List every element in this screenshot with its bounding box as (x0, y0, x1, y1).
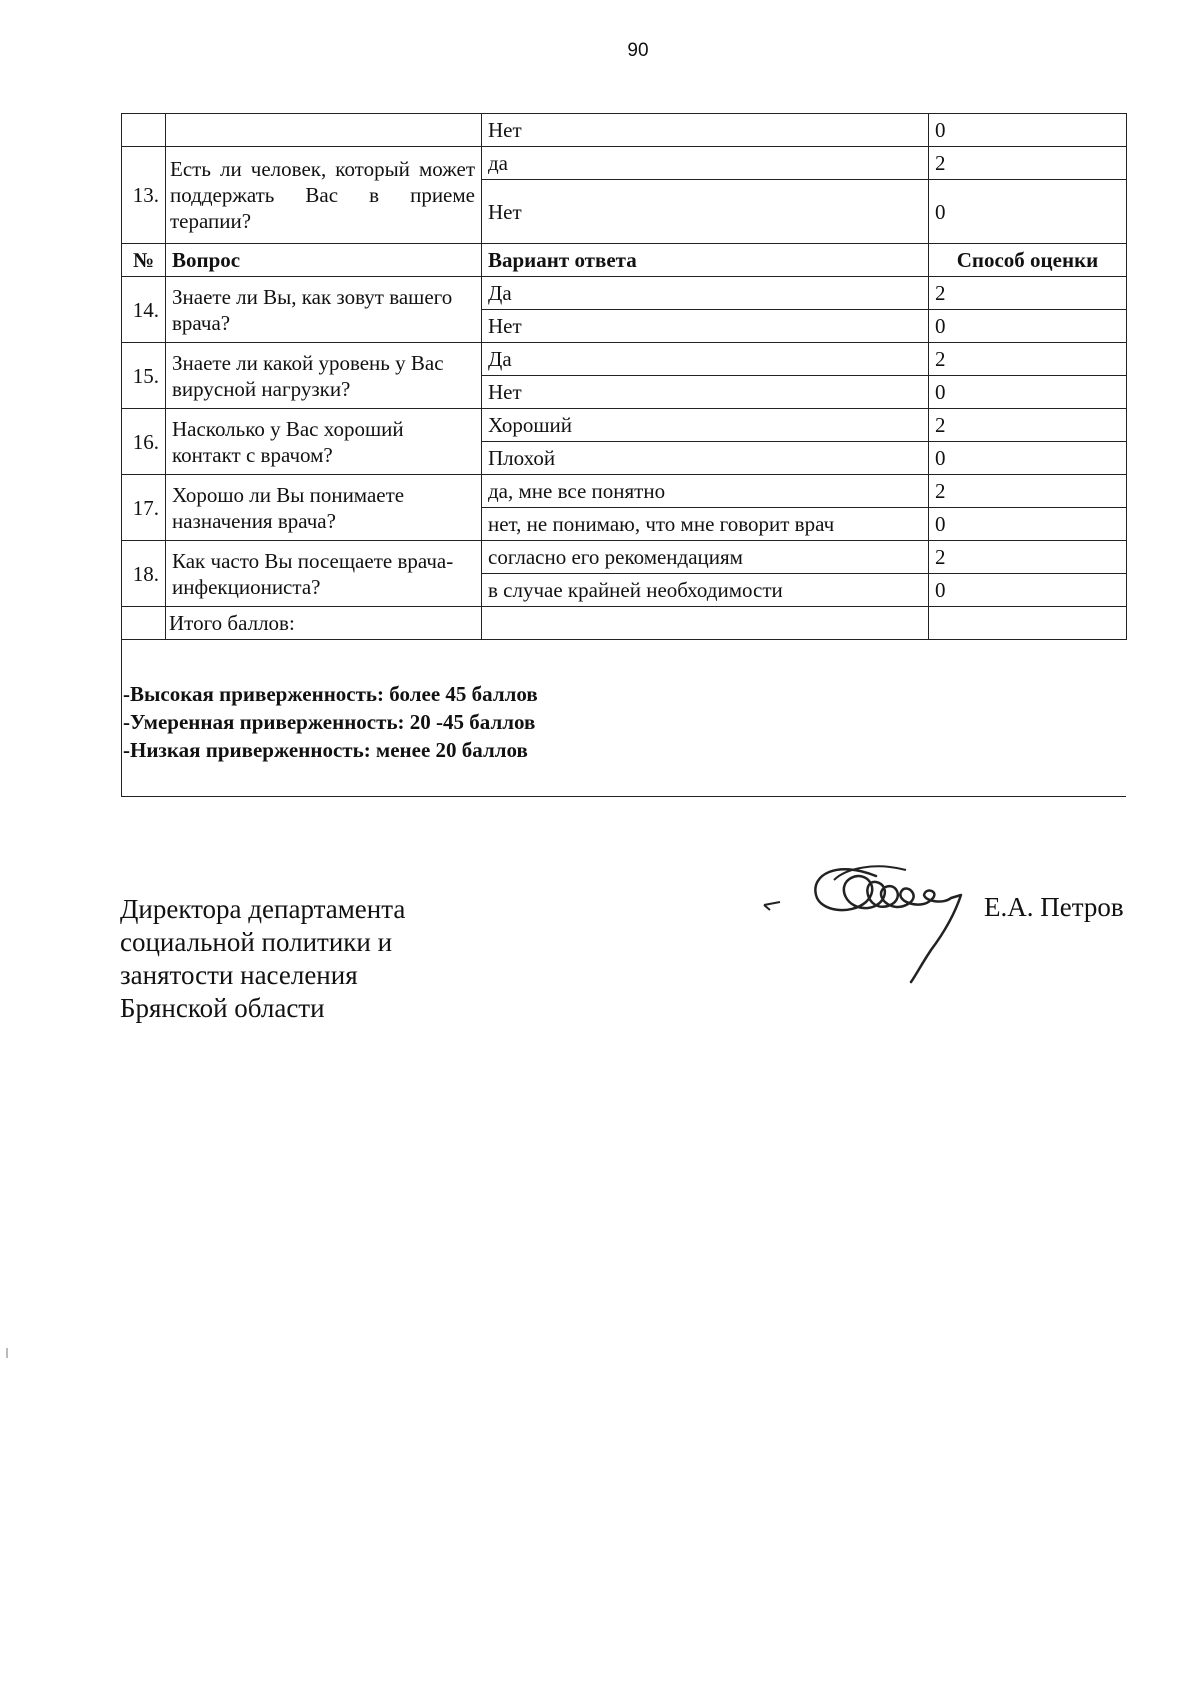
signer-title-line: занятости населения (120, 960, 358, 990)
signer-title-line: социальной политики и (120, 927, 393, 957)
score-cell: 2 (929, 343, 1127, 376)
score-cell: 2 (929, 147, 1127, 180)
table-row (122, 277, 1127, 310)
empty-cell (166, 114, 482, 147)
question-number: 18. (122, 541, 166, 607)
answer-cell: Нет (482, 310, 929, 343)
score-cell: 2 (929, 409, 1127, 442)
adherence-moderate: -Умеренная приверженность: 20 -45 баллов (123, 710, 536, 734)
answer-cell: согласно его рекомендациям (482, 541, 929, 574)
answer-cell: да (482, 147, 929, 180)
table-row (122, 343, 1127, 376)
question-text: Знаете ли какой уровень у Вас вирусной нагрузки? (166, 343, 482, 409)
table-row (122, 541, 1127, 574)
page-number: 90 (627, 40, 649, 61)
question-text: Как часто Вы посещаете врача- инфекциониста? (166, 541, 482, 607)
question-number: 13. (122, 147, 166, 244)
score-cell: 0 (929, 574, 1127, 607)
answer-cell: Плохой (482, 442, 929, 475)
handwritten-signature (756, 840, 996, 990)
answer-cell: в случае крайней необходимости (482, 574, 929, 607)
answer-cell: Да (482, 343, 929, 376)
table-row (122, 114, 1127, 147)
table-row (122, 409, 1127, 442)
empty-cell (122, 607, 166, 640)
score-cell: 0 (929, 376, 1127, 409)
question-number: 14. (122, 277, 166, 343)
adherence-low: -Низкая приверженность: менее 20 баллов (123, 738, 528, 762)
total-label: Итого баллов: (166, 607, 482, 640)
signer-title-line: Брянской области (120, 993, 325, 1023)
question-number: 15. (122, 343, 166, 409)
table-row (122, 475, 1127, 508)
answer-cell: Нет (482, 180, 929, 244)
header-num: № (122, 244, 166, 277)
empty-cell (122, 114, 166, 147)
score-cell: 2 (929, 277, 1127, 310)
score-cell: 2 (929, 541, 1127, 574)
header-answer: Вариант ответа (482, 244, 929, 277)
answer-cell: Да (482, 277, 929, 310)
answer-cell: да, мне все понятно (482, 475, 929, 508)
question-text: Есть ли человек, который может поддержать Вас в приеме терапии? (166, 147, 482, 244)
signer-title (120, 893, 405, 1025)
table-row (122, 147, 1127, 180)
score-cell: 2 (929, 475, 1127, 508)
signer-name: Е.А. Петров (984, 892, 1124, 922)
score-cell: 0 (929, 310, 1127, 343)
answer-cell: нет, не понимаю, что мне говорит врач (482, 508, 929, 541)
question-text: Хорошо ли Вы понимаете назначения врача? (166, 475, 482, 541)
questionnaire-table (121, 113, 1127, 640)
question-number: 16. (122, 409, 166, 475)
answer-cell: Хороший (482, 409, 929, 442)
total-score-cell (929, 607, 1127, 640)
total-row (122, 607, 1127, 640)
answer-cell: Нет (482, 376, 929, 409)
scan-artifact (6, 1348, 8, 1358)
question-text: Насколько у Вас хороший контакт с врачом? (166, 409, 482, 475)
question-text: Знаете ли Вы, как зовут вашего врача? (166, 277, 482, 343)
adherence-high: -Высокая приверженность: более 45 баллов (123, 682, 538, 706)
table-header-row (122, 244, 1127, 277)
question-number: 17. (122, 475, 166, 541)
score-cell: 0 (929, 508, 1127, 541)
answer-cell: Нет (482, 114, 929, 147)
score-cell: 0 (929, 180, 1127, 244)
adherence-legend (123, 680, 538, 764)
header-question: Вопрос (166, 244, 482, 277)
signer-title-line: Директора департамента (120, 894, 406, 924)
total-answer-cell (482, 607, 929, 640)
header-score: Способ оценки (929, 244, 1127, 277)
score-cell: 0 (929, 114, 1127, 147)
score-cell: 0 (929, 442, 1127, 475)
